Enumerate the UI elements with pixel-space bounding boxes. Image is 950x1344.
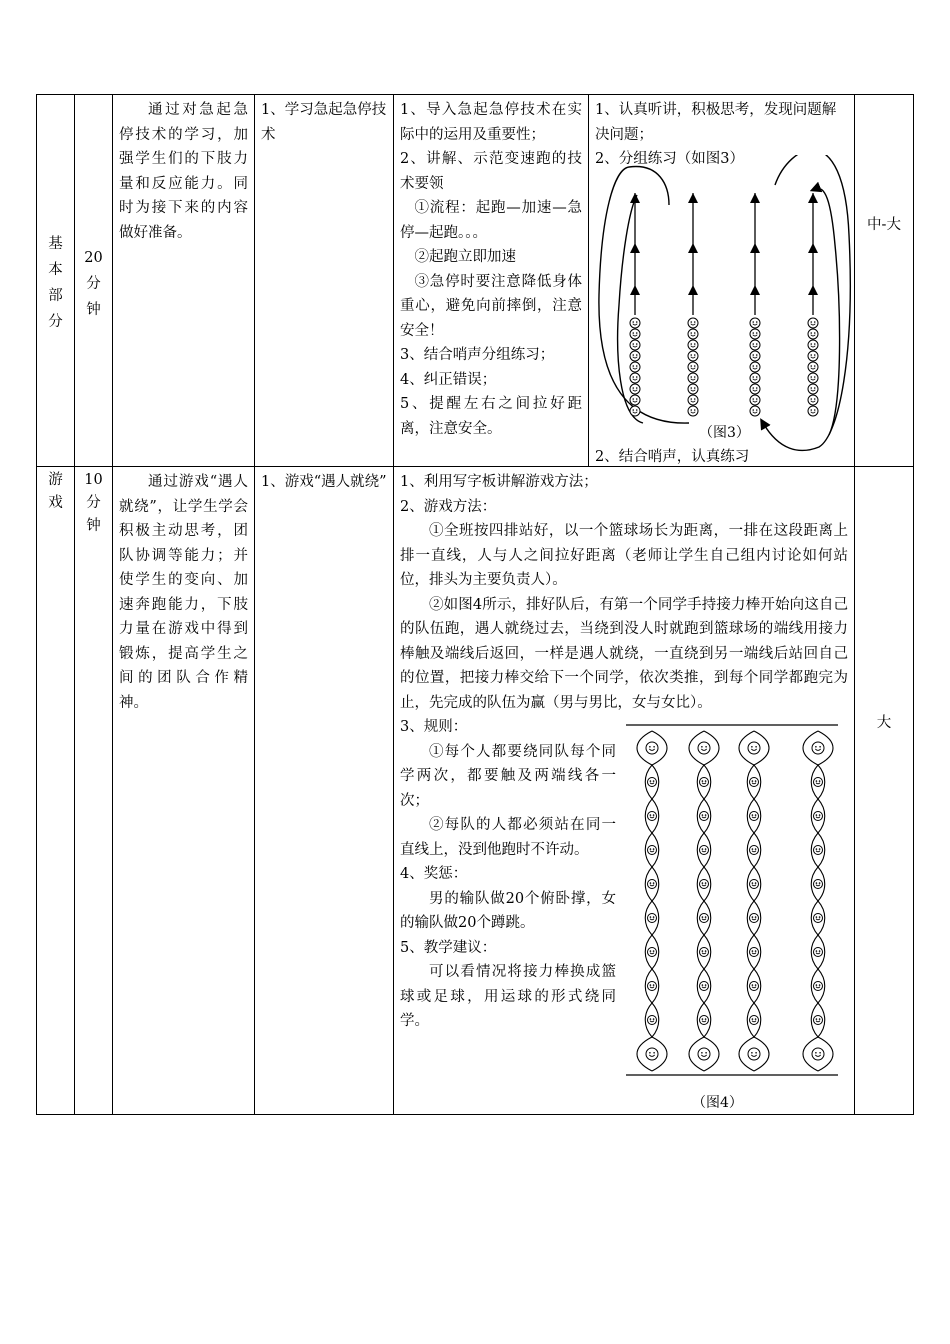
return-path-right-inner [815,188,840,435]
teacher-line: 4、纠正错误； [400,371,497,388]
content-cell [255,467,394,1115]
return-path-left [599,167,689,424]
smiley-icon [630,329,640,339]
smiley-icon [646,1048,658,1060]
smiley-icon [814,982,823,991]
smiley-icon [750,812,759,821]
teacher-line: 2、讲解、示范变速跑的技术要领 [400,151,582,192]
smiley-icon [808,362,818,372]
smiley-icon [814,778,823,787]
smiley-icon [688,329,698,339]
smiley-icon [646,742,658,754]
teacher-cell [394,95,589,467]
smiley-icon [750,329,760,339]
arrow-up-icon [630,193,640,203]
arrow-up-icon [808,285,818,295]
smiley-icon [688,384,698,394]
smiley-icon [630,395,640,405]
intensity-value: 中-大 [867,217,901,233]
smiley-icon [748,742,760,754]
smiley-icon [750,1016,759,1025]
smiley-icon [814,846,823,855]
smiley-icon [688,395,698,405]
smiley-icon [750,914,759,923]
smiley-icon [688,351,698,361]
arrow-up-icon [750,285,760,295]
rule-line: ①每个人都要绕同队每个同学两次，都要触及两端线各一次； [400,743,616,809]
smiley-icon [750,778,759,787]
smiley-icon [750,351,760,361]
content-text: 1、学习急起急停技术 [261,102,387,143]
smiley-icon [648,1016,657,1025]
smiley-icon [808,351,818,361]
arrow-up-icon [808,243,818,253]
rule-line: ②每队的人都必须站在同一直线上，没到他跑时不许动。 [400,817,616,858]
smiley-icon [688,406,698,416]
smiley-icon [698,742,710,754]
smiley-icon [648,914,657,923]
smiley-icon [808,318,818,328]
intensity-cell [855,467,914,1115]
smiley-icon [630,351,640,361]
content-cell [255,95,394,467]
time-cell: 10 分 钟 [75,467,113,1115]
goal-text: 通过游戏“遇人就绕”，让学生学会积极主动思考，团队协调等能力；并使学生的变向、加速奔跑能力，下肢力量在游戏中得到锻炼，提高学生之间的团队合作精神。 [119,474,248,711]
smiley-icon [750,948,759,957]
column-3 [750,193,760,315]
method-line: 1、利用写字板讲解游戏方法； [400,474,598,490]
arrow-up-icon [688,285,698,295]
rules-block [400,715,616,1034]
smiley-icon [648,948,657,957]
advice-title: 5、教学建议： [400,939,497,956]
smiley-icon [648,982,657,991]
smiley-icon [630,340,640,350]
smiley-icon [648,778,657,787]
column-2 [688,193,698,315]
smiley-icon [700,914,709,923]
smiley-icon [750,384,760,394]
smiley-icon [808,384,818,394]
smiley-icon [750,318,760,328]
smiley-icon [814,948,823,957]
section-cell: 游 戏 [37,467,75,1115]
return-path-right [763,155,850,450]
smiley-icon [808,373,818,383]
smiley-icon [648,846,657,855]
smiley-icon [648,880,657,889]
arrow-up-icon [630,285,640,295]
reward-line: 男的输队做20个俯卧撑，女的输队做20个蹲跳。 [400,890,616,931]
smiley-icon [700,1016,709,1025]
reward-title: 4、奖惩： [400,866,468,882]
smiley-icon [750,362,760,372]
advice-line: 可以看情况将接力棒换成篮球或足球，用运球的形式绕同学。 [400,964,616,1029]
smiley-icon [630,373,640,383]
section-cell: 基 本 部 分 [37,95,75,467]
smiley-icon [750,846,759,855]
smiley-icon [688,318,698,328]
teacher-line: 1、导入急起急停技术在实际中的运用及重要性； [400,102,582,143]
smiley-icon [812,742,824,754]
smiley-icon [630,362,640,372]
method-line: 2、游戏方法： [400,498,497,515]
smiley-icon [688,373,698,383]
goal-text: 通过对急起急停技术的学习，加强学生们的下肢力量和反应能力。同时为接下来的内容做好准备。 [119,102,248,241]
table-row [37,467,914,1115]
smiley-icon [808,329,818,339]
smiley-icon [814,812,823,821]
smiley-icon [750,880,759,889]
smiley-icon [630,318,640,328]
student-line: 2、分组练习（如图3） [595,151,744,167]
method-line: ①全班按四排站好，以一个篮球场长为距离，一排在这段距离上排一直线，人与人之间拉好距离（老师让学生自己组内讨论如何站位，排头为主要负责人）。 [400,523,848,588]
smiley-icon [630,384,640,394]
intensity-value: 大 [876,715,892,731]
teacher-line: ③急停时要注意降低身体重心，避免向前摔倒，注意安全！ [400,273,582,339]
smiley-icon [688,340,698,350]
column-4 [808,193,818,315]
smiley-icon [814,1016,823,1025]
smiley-icon [630,406,640,416]
content-text: 1、游戏“遇人就绕” [261,474,387,490]
smiley-icon [698,1048,710,1060]
smiley-icon [814,880,823,889]
arrow-up-icon [630,243,640,253]
figure-4-diagram [622,723,842,1083]
method-line: ②如图4所示，排好队后，有第一个同学手持接力棒开始向这自己的队伍跑，遇人就绕过去，当绕到没人时就跑到篮球场的端线用接力棒触及端线后返回，一样是遇人就绕，一直绕到另一端线后站回自己的位置，把接力棒交给下一个同学，依次类推，到每个同学都跑完为止，先完成的队伍为赢（男与男比，女与女比）。 [400,596,848,711]
figure-3-diagram [589,155,855,455]
arrow-up-icon [688,243,698,253]
smiley-icon [808,340,818,350]
figure-4-caption: （图4） [692,1095,743,1111]
time-cell: 20 分 钟 [75,95,113,467]
teacher-line: 3、结合哨声分组练习； [400,347,555,363]
weave-paths [637,731,833,1071]
smiley-icon [648,812,657,821]
teacher-line: ①流程：起跑—加速—急停—起跑。。。 [400,200,582,241]
smiley-icon [750,406,760,416]
smiley-icon [700,778,709,787]
teacher-line: ②起跑立即加速 [414,249,516,265]
arrow-up-icon [688,193,698,203]
smiley-icon [812,1048,824,1060]
smiley-icon [750,373,760,383]
arrow-up-icon [750,243,760,253]
student-markers [630,318,818,416]
student-cell [589,95,855,467]
smiley-icon [750,982,759,991]
arrow-up-icon [750,193,760,203]
smiley-icon [750,340,760,350]
table-row [37,95,914,467]
smiley-icon [808,395,818,405]
smiley-icon [750,395,760,405]
student-line: 1、认真听讲，积极思考，发现问题解决问题； [595,102,837,143]
smiley-icon [814,914,823,923]
smiley-icon [688,362,698,372]
arrow-up-icon [808,193,818,203]
teacher-line: 5、提醒左右之间拉好距离，注意安全。 [400,396,582,437]
smiley-icon [700,948,709,957]
goal-cell [113,95,255,467]
intensity-cell [855,95,914,467]
figure-3-caption: （图3） [699,425,750,441]
goal-cell [113,467,255,1115]
smiley-icon [748,1048,760,1060]
smiley-icon [700,880,709,889]
smiley-icon [700,846,709,855]
method-cell [394,467,855,1115]
lesson-plan-table [36,94,914,1115]
smiley-icon [700,982,709,991]
student-bottom-line: 2、结合哨声，认真练习 [595,449,750,465]
rules-title: 3、规则： [400,719,468,735]
smiley-icon [700,812,709,821]
smiley-icon [808,406,818,416]
